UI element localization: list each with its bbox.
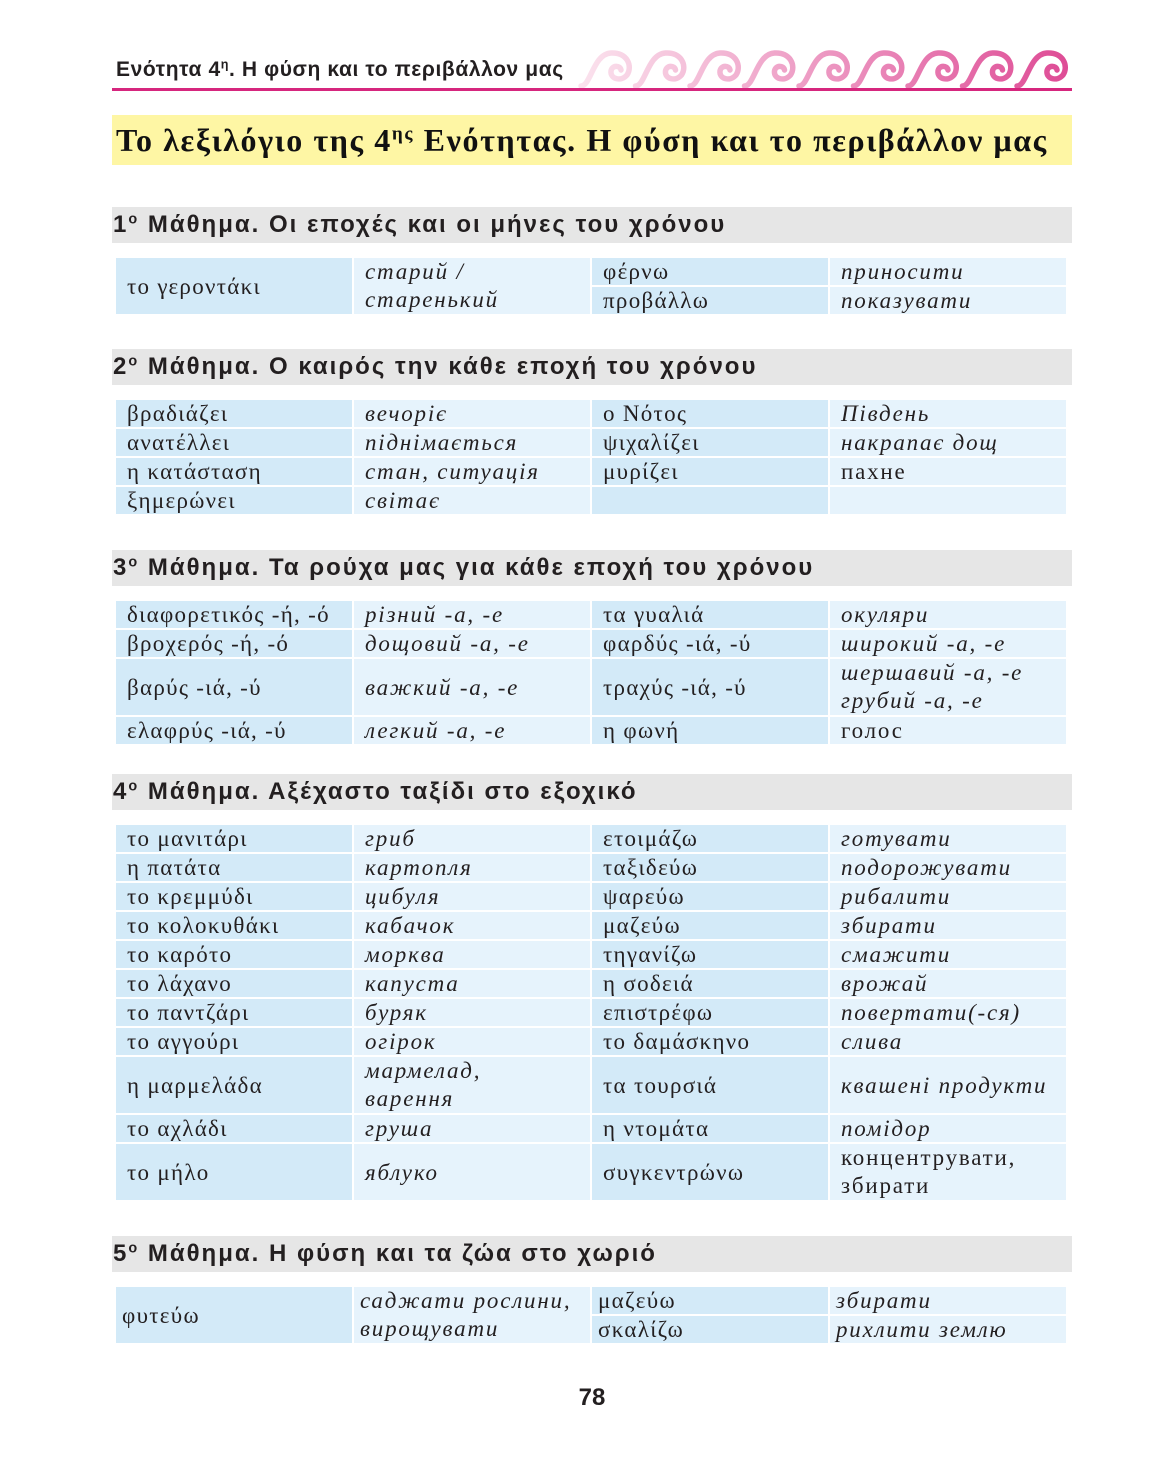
ukrainian-translation: широкий -а, -е <box>830 630 1066 657</box>
ukrainian-translation: цибуля <box>354 883 590 910</box>
greek-word: συγκεντρώνω <box>592 1144 828 1200</box>
header-rule <box>112 88 1072 91</box>
greek-word: φέρνω <box>592 258 828 285</box>
ukrainian-translation: картопля <box>354 854 590 881</box>
ukrainian-translation: піднімається <box>354 429 590 456</box>
ukrainian-translation: капуста <box>354 970 590 997</box>
ukrainian-translation: шершавий -а, -е грубий -а, -е <box>830 659 1066 715</box>
ukrainian-translation: рихлити землю <box>830 1316 1066 1343</box>
ukrainian-translation: дощовий -а, -е <box>354 630 590 657</box>
greek-word: το καρότο <box>116 941 352 968</box>
wave-scroll <box>1017 53 1065 86</box>
wave-scrolls <box>581 53 1065 86</box>
ukrainian-translation: слива <box>830 1028 1066 1055</box>
wave-scroll <box>745 53 793 86</box>
wave-scroll <box>581 53 629 86</box>
ukrainian-translation: показувати <box>830 287 1066 314</box>
lesson-title: Μάθημα. Η φύση και τα ζώα στο χωριό <box>147 1240 657 1267</box>
greek-word: ψιχαλίζει <box>592 429 828 456</box>
greek-word: το παντζάρι <box>116 999 352 1026</box>
greek-word: τα γυαλιά <box>592 601 828 628</box>
unit-header-superscript: η <box>220 57 230 72</box>
vocabulary-table <box>116 825 1072 1200</box>
greek-word: το γεροντάκι <box>116 258 352 314</box>
wave-scroll <box>690 53 738 86</box>
ukrainian-translation: важкий -а, -е <box>354 659 590 715</box>
ukrainian-translation: саджати рослини, вирощувати <box>354 1287 590 1343</box>
ukrainian-translation: гриб <box>354 825 590 852</box>
ukrainian-translation: голос <box>830 717 1066 744</box>
greek-word: βαρύς -ιά, -ύ <box>116 659 352 715</box>
ukrainian-translation: накрапає дощ <box>830 429 1066 456</box>
page-title-start: Το λεξιλόγιο της 4 <box>116 122 392 158</box>
greek-word <box>592 487 828 514</box>
ukrainian-translation: приносити <box>830 258 1066 285</box>
lesson-heading <box>112 349 1072 385</box>
ukrainian-translation <box>830 487 1066 514</box>
greek-word: το κολοκυθάκι <box>116 912 352 939</box>
greek-word: η σοδειά <box>592 970 828 997</box>
greek-word: τραχύς -ιά, -ύ <box>592 659 828 715</box>
lesson-number-superscript: ο <box>128 211 140 228</box>
lesson-number-superscript: ο <box>128 554 140 571</box>
greek-word: σκαλίζω <box>592 1316 828 1343</box>
lesson-heading <box>112 550 1072 586</box>
greek-word: ξημερώνει <box>116 487 352 514</box>
greek-word: η ντομάτα <box>592 1115 828 1142</box>
lesson-title: Μάθημα. Οι εποχές και οι μήνες του χρόνου <box>147 211 727 238</box>
ukrainian-translation: рибалити <box>830 883 1066 910</box>
lesson-number: 4 <box>113 778 129 805</box>
lesson-section <box>112 774 1072 1200</box>
ukrainian-translation: концентрувати, збирати <box>830 1144 1066 1200</box>
wave-scroll <box>908 53 956 86</box>
greek-word: ελαφρύς -ιά, -ύ <box>116 717 352 744</box>
greek-word: ο Νότος <box>592 400 828 427</box>
greek-word: μαζεύω <box>592 912 828 939</box>
lesson-heading <box>112 207 1072 243</box>
page-title-superscript: ης <box>391 123 415 145</box>
wave-scroll <box>854 53 902 86</box>
ukrainian-translation: різний -а, -е <box>354 601 590 628</box>
lesson-title: Μάθημα. Τα ρούχα μας για κάθε εποχή του χρόνου <box>147 554 815 581</box>
lesson-number-superscript: ο <box>128 353 140 370</box>
greek-word: προβάλλω <box>592 287 828 314</box>
greek-word: η κατάσταση <box>116 458 352 485</box>
greek-word: βραδιάζει <box>116 400 352 427</box>
ukrainian-translation: світає <box>354 487 590 514</box>
ukrainian-translation: огірок <box>354 1028 590 1055</box>
greek-word: διαφορετικός -ή, -ό <box>116 601 352 628</box>
greek-word: επιστρέφω <box>592 999 828 1026</box>
vocabulary-table <box>116 601 1072 744</box>
greek-word: η φωνή <box>592 717 828 744</box>
ukrainian-translation: повертати(-ся) <box>830 999 1066 1026</box>
page-title-end: Ενότητας. Η φύση και το περιβάλλον μας <box>414 122 1048 158</box>
vocabulary-table <box>116 400 1072 514</box>
ukrainian-translation: збирати <box>830 912 1066 939</box>
ukrainian-translation: пахне <box>830 458 1066 485</box>
greek-word: το λάχανο <box>116 970 352 997</box>
vocabulary-table <box>116 258 1072 314</box>
greek-word: ψαρεύω <box>592 883 828 910</box>
lesson-number-superscript: ο <box>128 778 140 795</box>
greek-word: ταξιδεύω <box>592 854 828 881</box>
page-number: 78 <box>578 1384 606 1411</box>
wave-scroll <box>963 53 1011 86</box>
greek-word: το μήλο <box>116 1144 352 1200</box>
ukrainian-translation: морква <box>354 941 590 968</box>
ukrainian-translation: смажити <box>830 941 1066 968</box>
ukrainian-translation: буряк <box>354 999 590 1026</box>
lesson-heading <box>112 1236 1072 1272</box>
greek-word: φαρδύς -ιά, -ύ <box>592 630 828 657</box>
lesson-heading <box>112 774 1072 810</box>
unit-header <box>116 58 564 82</box>
ukrainian-translation: вечоріє <box>354 400 590 427</box>
lesson-number: 2 <box>113 353 129 380</box>
greek-word: η μαρμελάδα <box>116 1057 352 1113</box>
lesson-title: Μάθημα. Αξέχαστο ταξίδι στο εξοχικό <box>147 778 638 805</box>
greek-word: φυτεύω <box>116 1287 352 1343</box>
ukrainian-translation: старий / старенький <box>354 258 590 314</box>
ukrainian-translation: Південь <box>830 400 1066 427</box>
ukrainian-translation: мармелад, варення <box>354 1057 590 1113</box>
ukrainian-translation: збирати <box>830 1287 1066 1314</box>
greek-word: ανατέλλει <box>116 429 352 456</box>
lesson-number: 5 <box>113 1240 129 1267</box>
ukrainian-translation: легкий -а, -е <box>354 717 590 744</box>
wave-scroll <box>636 53 684 86</box>
lesson-section <box>112 550 1072 744</box>
ukrainian-translation: яблуко <box>354 1144 590 1200</box>
wave-pattern-decoration <box>578 48 1072 90</box>
greek-word: τηγανίζω <box>592 941 828 968</box>
lesson-title: Μάθημα. Ο καιρός την κάθε εποχή του χρόνου <box>147 353 758 380</box>
ukrainian-translation: квашені продукти <box>830 1057 1066 1113</box>
ukrainian-translation: подорожувати <box>830 854 1066 881</box>
lesson-number: 1 <box>113 211 129 238</box>
greek-word: το μανιτάρι <box>116 825 352 852</box>
unit-header-label: Ενότητα 4 <box>116 58 221 81</box>
greek-word: το αγγούρι <box>116 1028 352 1055</box>
lesson-section <box>112 207 1072 314</box>
greek-word: το δαμάσκηνο <box>592 1028 828 1055</box>
greek-word: ετοιμάζω <box>592 825 828 852</box>
greek-word: μαζεύω <box>592 1287 828 1314</box>
ukrainian-translation: готувати <box>830 825 1066 852</box>
lesson-number-superscript: ο <box>128 1240 140 1257</box>
greek-word: η πατάτα <box>116 854 352 881</box>
ukrainian-translation: кабачок <box>354 912 590 939</box>
greek-word: το κρεμμύδι <box>116 883 352 910</box>
ukrainian-translation: стан, ситуація <box>354 458 590 485</box>
ukrainian-translation: груша <box>354 1115 590 1142</box>
lesson-number: 3 <box>113 554 129 581</box>
page-title <box>112 115 1072 165</box>
ukrainian-translation: врожай <box>830 970 1066 997</box>
ukrainian-translation: окуляри <box>830 601 1066 628</box>
ukrainian-translation: помідор <box>830 1115 1066 1142</box>
greek-word: μυρίζει <box>592 458 828 485</box>
greek-word: τα τουρσιά <box>592 1057 828 1113</box>
lesson-section <box>112 1236 1072 1343</box>
greek-word: βροχερός -ή, -ό <box>116 630 352 657</box>
wave-scroll <box>799 53 847 86</box>
lesson-section <box>112 349 1072 514</box>
unit-header-title: . Η φύση και το περιβάλλον μας <box>229 58 564 81</box>
greek-word: το αχλάδι <box>116 1115 352 1142</box>
vocabulary-table <box>116 1287 1072 1343</box>
